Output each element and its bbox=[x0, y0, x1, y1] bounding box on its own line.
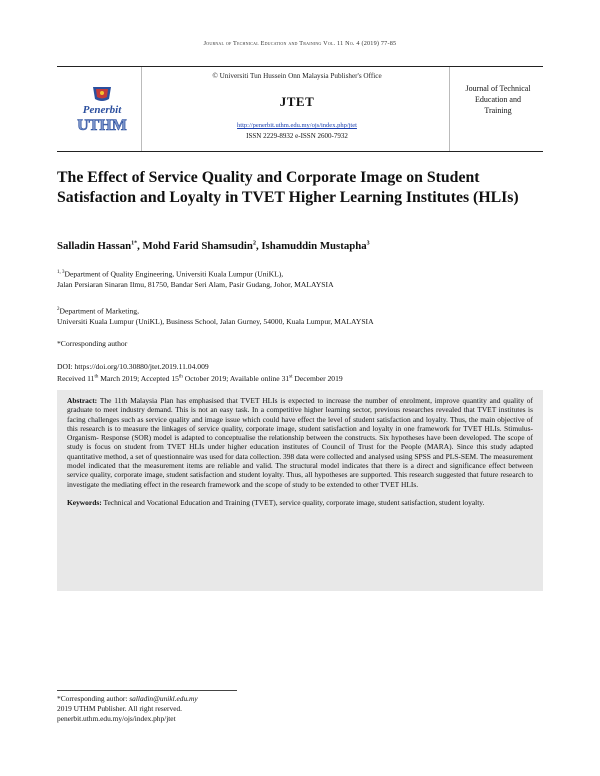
masthead-divider bbox=[449, 67, 450, 151]
affiliation-line: Jalan Persiaran Sinaran Ilmu, 81750, Bandar Seri Alam, Pasir Gudang, Johor, MALAYSIA bbox=[57, 279, 334, 289]
footer-copyright: 2019 UTHM Publisher. All right reserved. bbox=[57, 704, 183, 713]
received-dates: Received 11th March 2019; Accepted 15th October 2019; Available online 31st December 2019 bbox=[57, 374, 343, 383]
uthm-logo-icon bbox=[69, 85, 135, 135]
journal-url-link[interactable]: http://penerbit.uthm.edu.my/ojs/index.php/jtet bbox=[237, 122, 357, 129]
author-list: Salladin Hassan$^{1*}$, Mohd Farid Shamsudin$^2$, Ishamuddin Mustapha$^3$ bbox=[57, 240, 370, 252]
journal-masthead bbox=[57, 66, 543, 152]
footer-site: penerbit.uthm.edu.my/ojs/index.php/jtet bbox=[57, 714, 176, 723]
footer-corresponding: *Corresponding author: salladin@unikl.edu.my bbox=[57, 694, 198, 703]
affiliation-2 bbox=[57, 305, 543, 327]
corresponding-email: salladin@unikl.edu.my bbox=[129, 694, 198, 703]
author-sup: 3 bbox=[366, 240, 370, 247]
affiliation-line: Department of Marketing, bbox=[59, 306, 139, 316]
masthead-divider bbox=[141, 67, 142, 151]
journal-name-line: Journal of Technical bbox=[465, 84, 531, 93]
author-sup: 2 bbox=[252, 240, 256, 247]
affiliation-line: Universiti Kuala Lumpur (UniKL), Business School, Jalan Gurney, 54000, Kuala Lumpur, MALAYSIA bbox=[57, 316, 374, 326]
journal-name bbox=[453, 83, 543, 116]
affiliation-sup: 1, 3 bbox=[57, 270, 65, 275]
author-name: Mohd Farid Shamsudin bbox=[142, 240, 253, 252]
paper-title: The Effect of Service Quality and Corporate Image on Student Satisfaction and Loyalty in TVET Higher Learning Institutes (HLIs) bbox=[57, 169, 519, 206]
keywords-text: Technical and Vocational Education and Training (TVET), service quality, corporate image, student satisfaction, student loyalty. bbox=[101, 497, 485, 507]
keywords bbox=[67, 498, 533, 507]
running-head: Journal of Technical Education and Training Vol. 11 No. 4 (2019) 77-85 bbox=[203, 40, 397, 47]
journal-name-line: Education and bbox=[475, 95, 521, 104]
author-sup: 1* bbox=[131, 240, 138, 247]
author-name: Ishamuddin Mustapha bbox=[261, 240, 367, 252]
logo-text-top: Penerbit bbox=[82, 104, 122, 116]
keywords-label: Keywords: bbox=[67, 497, 102, 507]
abstract-text: The 11th Malaysia Plan has emphasised that TVET HLIs is expected to increase the number of enrolment, improve quantity and quality of graduate to meet industry demand. This is not an easy task. In a competitive higher learning sector, previous researches revealed that TVET institutes is facing challenges such as service quality and image issue which could have effect the level of student satisfaction and loyalty. Thus, the main objective of this research is to measure the linkages of service quality, corporate image, student satisfaction and loyalty in one framework for TVET HLIs. Stimulus- Organism- Response (SOR) model is adapted to conceptualise the relationship between the constructs. Six hypotheses have been developed. The scope of study is focus on student from TVET HLIs under higher education institutes of Council of Trust for the People (MARA). Since this study adapted quantitative method, a set of questionnaire was used for data collection. 398 data were collected and analysed using SPSS and PLS-SEM. The measurement model indicated that the measurement items are reliable and valid. The structural model indicates that there is a direct and significance effect between service quality, corporate image, student satisfaction and student loyalty. Thus, all hypotheses are supported. This research suggested that future research to investigate the mediating effect in the research framework and the scope of study to be extended to other TVET HLIs. bbox=[67, 396, 533, 489]
logo-text-bottom: UTHM bbox=[77, 117, 127, 134]
affiliation-sup: 2 bbox=[57, 307, 60, 312]
abstract bbox=[67, 396, 533, 489]
journal-acronym: JTET bbox=[279, 94, 315, 109]
issn: ISSN 2229-8932 e-ISSN 2600-7932 bbox=[246, 132, 348, 140]
footnote-divider bbox=[57, 690, 237, 691]
affiliation-line: Department of Quality Engineering, Universiti Kuala Lumpur (UniKL), bbox=[64, 269, 284, 279]
corresponding-note: *Corresponding author bbox=[57, 339, 128, 348]
affiliation-1 bbox=[57, 268, 543, 290]
doi: DOI: https://doi.org/10.30880/jtet.2019.11.04.009 bbox=[57, 362, 209, 371]
abstract-label: Abstract: bbox=[67, 396, 98, 405]
author-name: Salladin Hassan bbox=[57, 240, 132, 252]
journal-name-line: Training bbox=[484, 106, 512, 115]
abstract-box bbox=[57, 390, 543, 591]
publisher-office: © Universiti Tun Hussein Onn Malaysia Publisher's Office bbox=[212, 72, 382, 80]
